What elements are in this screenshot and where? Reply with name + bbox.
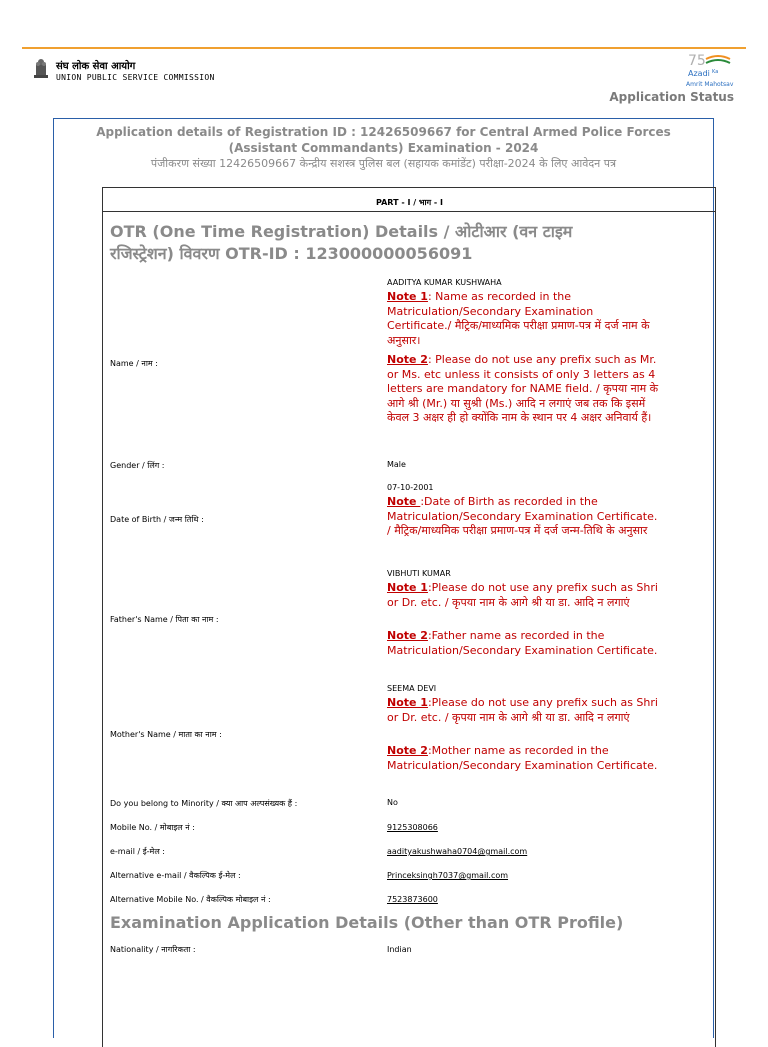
minority-label: Do you belong to Minority / क्या आप अल्पसंख्यक हैं : <box>110 799 298 808</box>
father-note-2: Note 2:Father name as recorded in the Matriculation/Secondary Examination Certificate. <box>387 629 658 657</box>
application-status-label: Application Status <box>609 90 734 104</box>
nationality-label: Nationality / नागरिकता : <box>110 945 196 954</box>
father-name-label: Father's Name / पिता का नाम : <box>110 615 219 624</box>
father-note-1: Note 1:Please do not use any prefix such as Shri or Dr. etc. / कृपया नाम के आगे श्री या डा. आदि न लगाएं <box>387 581 658 609</box>
title-line-2: (Assistant Commandants) Examination - 2024 <box>228 141 539 155</box>
dob-note: Note :Date of Birth as recorded in the Matriculation/Secondary Examination Certificate. / मैट्रिक/माध्यमिक परीक्षा प्रमाण-पत्र में दर्ज जन्म-तिथि के अनुसार <box>387 495 658 537</box>
nationality-value: Indian <box>387 945 412 954</box>
otr-heading-line-1: OTR (One Time Registration) Details / ओटीआर (वन टाइम <box>110 222 573 241</box>
dob-label: Date of Birth / जन्म तिथि : <box>110 515 204 524</box>
email-label: e-mail / ई-मेल : <box>110 847 165 856</box>
svg-text:Ka: Ka <box>712 69 719 75</box>
exam-details-heading: Examination Application Details (Other than OTR Profile) <box>110 913 624 932</box>
name-label: Name / नाम : <box>110 359 158 368</box>
dob-value: 07-10-2001 <box>387 483 434 492</box>
page-title <box>54 124 713 156</box>
org-name-english: UNION PUBLIC SERVICE COMMISSION <box>56 73 215 82</box>
mother-name-label: Mother's Name / माता का नाम : <box>110 730 222 739</box>
svg-text:Azadi: Azadi <box>688 69 710 78</box>
name-note-1: Note 1: Name as recorded in the Matriculation/Secondary Examination Certificate./ मैट्रिक/माध्यमिक परीक्षा प्रमाण-पत्र में दर्ज नाम के अनुसार। <box>387 290 650 347</box>
name-value: AADITYA KUMAR KUSHWAHA <box>387 278 502 287</box>
part-heading: PART - I / भाग - I <box>375 198 443 207</box>
part-one-table <box>102 187 716 1047</box>
svg-text:75: 75 <box>688 53 706 69</box>
org-name-hindi: संघ लोक सेवा आयोग <box>56 61 136 72</box>
mobile-label: Mobile No. / मोबाइल नं : <box>110 823 195 832</box>
site-header <box>22 49 746 89</box>
email-value[interactable]: aadityakushwaha0704@gmail.com <box>387 847 528 856</box>
mobile-value: 9125308066 <box>387 823 438 832</box>
svg-text:Amrit Mahotsav: Amrit Mahotsav <box>686 81 734 88</box>
alt-email-label: Alternative e-mail / वैकल्पिक ई-मेल : <box>110 871 241 880</box>
title-hindi: पंजीकरण संख्या 12426509667 केन्द्रीय सशस्त्र पुलिस बल (सहायक कमांडेंट) परीक्षा-2024 के लिए आवेदन पत्र <box>150 157 617 170</box>
father-name-value: VIBHUTI KUMAR <box>387 569 451 578</box>
gender-label: Gender / लिंग : <box>110 461 165 470</box>
application-details-panel <box>53 118 714 1038</box>
alt-email-value[interactable]: Princeksingh7037@gmail.com <box>387 871 509 880</box>
mother-note-2: Note 2:Mother name as recorded in the Matriculation/Secondary Examination Certificate. <box>387 744 658 772</box>
alt-mobile-value: 7523873600 <box>387 895 438 904</box>
name-note-2: Note 2: Please do not use any prefix such as Mr. or Ms. etc unless it consists of only 3 letters as 4 letters are mandatory for NAME field. / कृपया नाम के आगे श्री (Mr.) या सुश्री (Ms.) आदि न लगाएं जब तक कि इसमें केवल 3 अक्षर ही हो क्योंकि नाम के स्थान पर 4 अक्षर अनिवार्य हैं। <box>387 353 659 424</box>
divider <box>103 211 716 212</box>
gender-value: Male <box>387 460 406 469</box>
alt-mobile-label: Alternative Mobile No. / वैकल्पिक मोबाइल नं : <box>110 895 271 904</box>
national-emblem-icon <box>32 55 50 81</box>
title-line-1: Application details of Registration ID : 12426509667 for Central Armed Police Forces <box>96 125 671 139</box>
minority-value: No <box>387 798 398 807</box>
otr-details-heading <box>110 221 650 265</box>
azadi-ka-amrit-mahotsav-logo <box>686 51 746 89</box>
mother-note-1: Note 1:Please do not use any prefix such as Shri or Dr. etc. / कृपया नाम के आगे श्री या डा. आदि न लगाएं <box>387 696 658 724</box>
mother-name-value: SEEMA DEVI <box>387 684 437 693</box>
otr-heading-line-2: रजिस्ट्रेशन) विवरण OTR-ID : 123000000056091 <box>110 244 473 263</box>
